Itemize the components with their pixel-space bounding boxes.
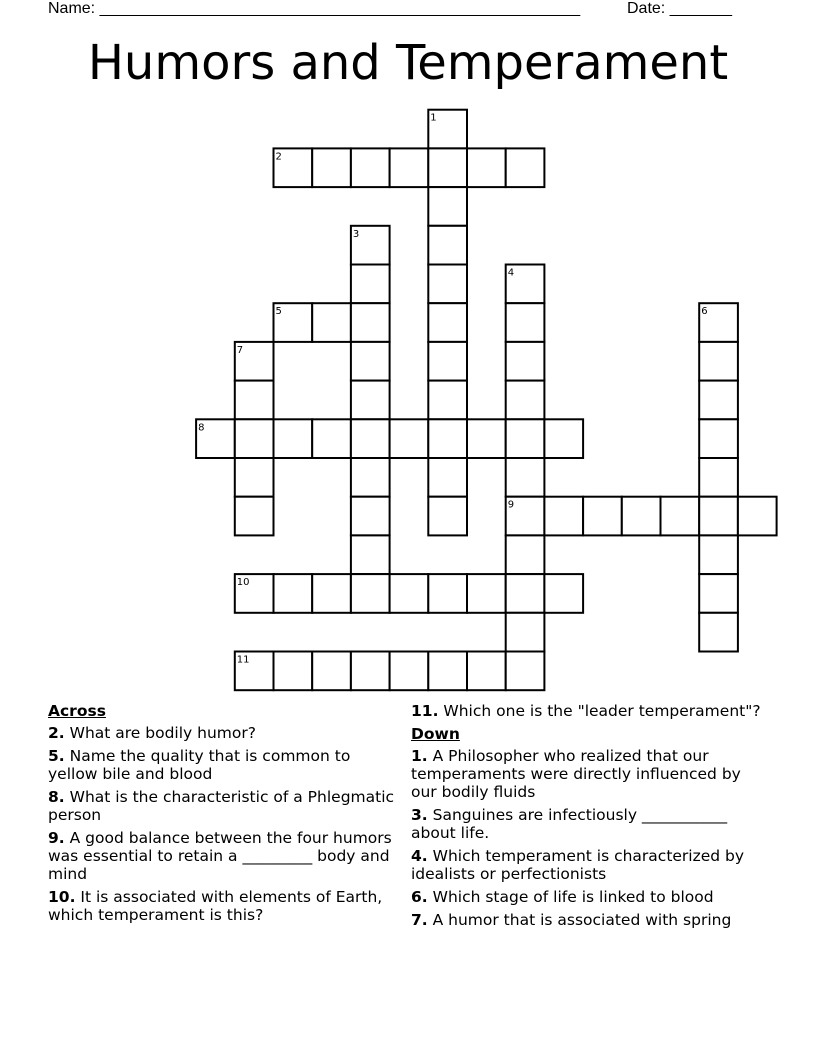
cell-number: 4	[507, 267, 515, 279]
grid-cell[interactable]	[428, 265, 467, 304]
cell-number: 9	[507, 499, 515, 511]
grid-cell[interactable]	[544, 574, 583, 613]
grid-cell[interactable]	[351, 265, 390, 304]
grid-cell[interactable]	[235, 381, 274, 420]
grid-cell[interactable]	[506, 148, 545, 187]
grid-cell[interactable]	[351, 419, 390, 458]
grid-cell[interactable]	[274, 652, 313, 691]
clue-number: 6.	[411, 888, 428, 906]
clue-text: What are bodily humor?	[69, 724, 256, 742]
grid-cell[interactable]	[274, 574, 313, 613]
grid-cell[interactable]	[506, 613, 545, 652]
grid-cell[interactable]	[351, 342, 390, 381]
grid-cell[interactable]	[312, 148, 351, 187]
clue-text: Which stage of life is linked to blood	[432, 888, 714, 906]
grid-cell[interactable]	[699, 574, 738, 613]
grid-cell[interactable]	[428, 497, 467, 536]
clue-across-10	[48, 888, 403, 924]
grid-cell[interactable]	[506, 303, 545, 342]
across-heading: Across	[48, 702, 106, 720]
cell-number: 5	[275, 306, 282, 318]
cell-number: 8	[198, 422, 205, 434]
clue-down-1	[411, 747, 771, 801]
grid-cell[interactable]	[699, 419, 738, 458]
clues-right-column	[411, 702, 771, 934]
grid-cell[interactable]	[699, 535, 738, 574]
grid-cell[interactable]	[506, 342, 545, 381]
grid-cell[interactable]	[428, 226, 467, 265]
cell-number: 7	[236, 344, 244, 356]
cell-number: 11	[236, 654, 250, 666]
page-title: Humors and Temperament	[87, 35, 729, 91]
grid-cell[interactable]	[428, 187, 467, 226]
grid-cell[interactable]	[351, 652, 390, 691]
grid-cell[interactable]	[467, 652, 506, 691]
grid-cell[interactable]	[428, 458, 467, 497]
grid-cell[interactable]	[699, 458, 738, 497]
grid-cell[interactable]	[312, 574, 351, 613]
grid-cell[interactable]	[274, 419, 313, 458]
grid-cell[interactable]	[506, 419, 545, 458]
cell-number: 3	[352, 228, 360, 240]
grid-cell[interactable]	[622, 497, 661, 536]
clue-number: 10.	[48, 888, 76, 906]
clue-across-9	[48, 829, 403, 883]
clue-number: 4.	[411, 847, 428, 865]
grid-cell[interactable]	[351, 535, 390, 574]
clue-text: A Philosopher who realized that our temperaments were directly influenced by our bodily fluids	[411, 747, 741, 801]
clue-number: 7.	[411, 911, 428, 929]
grid-cell[interactable]	[506, 652, 545, 691]
cell-number: 6	[701, 306, 708, 318]
grid-cell[interactable]	[428, 342, 467, 381]
grid-cell[interactable]	[351, 303, 390, 342]
grid-cell[interactable]	[428, 381, 467, 420]
grid-cell[interactable]	[235, 458, 274, 497]
clue-across-2	[48, 724, 403, 742]
clue-number: 9.	[48, 829, 65, 847]
grid-cell[interactable]	[699, 342, 738, 381]
grid-cell[interactable]	[467, 419, 506, 458]
grid-cell[interactable]	[351, 381, 390, 420]
grid-cell[interactable]	[235, 497, 274, 536]
clue-down-3	[411, 806, 771, 842]
grid-cell[interactable]	[351, 574, 390, 613]
clue-text: It is associated with elements of Earth, which temperament is this?	[48, 888, 383, 924]
grid-cell[interactable]	[351, 497, 390, 536]
clue-number: 5.	[48, 747, 65, 765]
clue-down-4	[411, 847, 771, 883]
grid-cell[interactable]	[428, 574, 467, 613]
grid-cell[interactable]	[428, 652, 467, 691]
clue-text: Name the quality that is common to yellow bile and blood	[48, 747, 351, 783]
clue-text: A humor that is associated with spring	[432, 911, 732, 929]
grid-cell[interactable]	[544, 419, 583, 458]
clue-number: 2.	[48, 724, 65, 742]
grid-cell[interactable]	[390, 419, 429, 458]
clue-down-7	[411, 911, 771, 929]
grid-cell[interactable]	[738, 497, 777, 536]
grid-cell[interactable]	[235, 419, 274, 458]
grid-cell[interactable]	[583, 497, 622, 536]
grid-cell[interactable]	[467, 148, 506, 187]
clue-across-5	[48, 747, 403, 783]
grid-cell[interactable]	[351, 458, 390, 497]
grid-cell[interactable]	[506, 535, 545, 574]
clue-text: A good balance between the four humors was essential to retain a _________ body and mind	[48, 829, 392, 883]
grid-cell[interactable]	[312, 652, 351, 691]
grid-cell[interactable]	[467, 574, 506, 613]
grid-cell[interactable]	[351, 148, 390, 187]
cell-number: 2	[275, 151, 282, 163]
clue-number: 1.	[411, 747, 428, 765]
clue-text: Which temperament is characterized by idealists or perfectionists	[411, 847, 745, 883]
grid-cell[interactable]	[390, 148, 429, 187]
clue-number: 8.	[48, 788, 65, 806]
grid-cell[interactable]	[428, 303, 467, 342]
grid-cell[interactable]	[312, 303, 351, 342]
cell-number: 1	[430, 112, 437, 124]
clue-across-11	[411, 702, 771, 720]
grid-cell[interactable]	[390, 652, 429, 691]
clue-down-6	[411, 888, 771, 906]
clue-text: Sanguines are infectiously ___________ about life.	[411, 806, 728, 842]
grid-cell[interactable]	[506, 458, 545, 497]
clue-text: Which one is the "leader temperament"?	[443, 702, 761, 720]
grid-cell[interactable]	[312, 419, 351, 458]
grid-cell[interactable]	[699, 381, 738, 420]
grid-cell[interactable]	[661, 497, 700, 536]
clue-number: 3.	[411, 806, 428, 824]
date-field-label[interactable]: Date: _______	[627, 0, 732, 17]
grid-cell[interactable]	[699, 497, 738, 536]
grid-cell[interactable]	[428, 148, 467, 187]
down-heading: Down	[411, 725, 460, 743]
name-field-label[interactable]: Name: ______________________________________________________	[48, 0, 581, 17]
grid-cell[interactable]	[699, 613, 738, 652]
grid-cell[interactable]	[506, 574, 545, 613]
grid-cell[interactable]	[428, 419, 467, 458]
grid-cell[interactable]	[544, 497, 583, 536]
clue-number: 11.	[411, 702, 439, 720]
grid-cell[interactable]	[506, 381, 545, 420]
cell-number: 10	[236, 577, 250, 589]
clue-across-8	[48, 788, 403, 824]
clue-text: What is the characteristic of a Phlegmatic person	[48, 788, 395, 824]
grid-cell[interactable]	[390, 574, 429, 613]
clues-left-column	[48, 702, 403, 929]
